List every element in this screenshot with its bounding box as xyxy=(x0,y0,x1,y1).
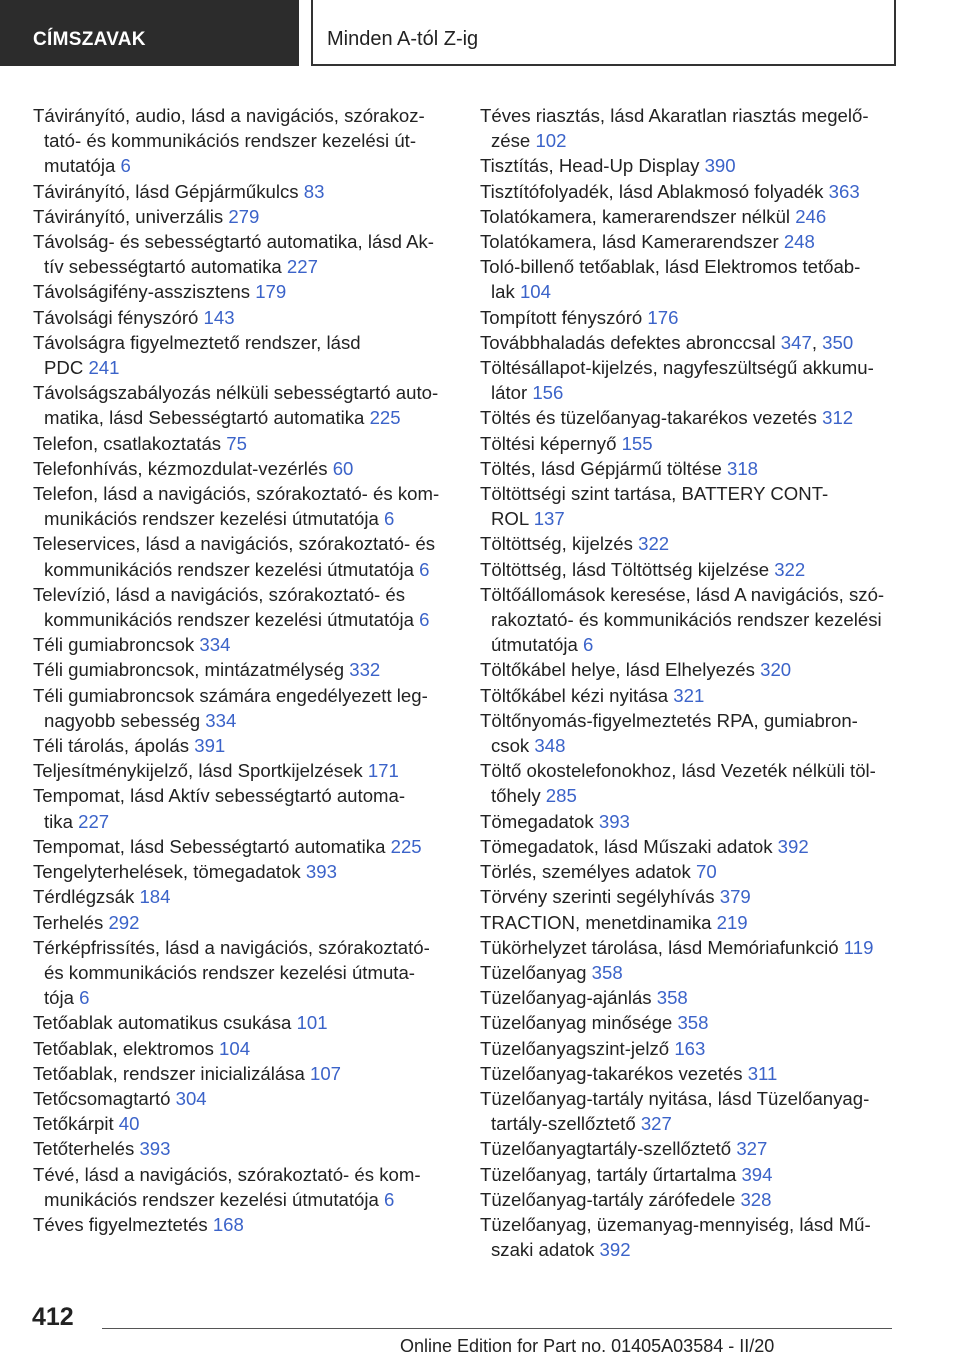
index-entry xyxy=(480,1162,900,1187)
index-entry xyxy=(480,1136,900,1161)
page-link[interactable]: 393 xyxy=(139,1138,171,1160)
index-entry xyxy=(33,657,453,682)
index-entry-text: Tüzelőanyag-ajánlás xyxy=(480,987,657,1009)
index-entry-text: Töltőállomások keresése, lásd A navigációs, szó- xyxy=(480,583,885,605)
index-entry-text: PDC xyxy=(44,357,89,379)
index-entry xyxy=(480,153,900,178)
page-link[interactable]: 6 xyxy=(583,634,594,656)
index-entry-text: Tempomat, lásd Aktív sebességtartó automa- xyxy=(33,785,406,807)
page-link[interactable]: 322 xyxy=(774,558,806,580)
page-link[interactable]: 390 xyxy=(704,155,736,177)
index-entry-text: Tüzelőanyag minősége xyxy=(480,1012,678,1034)
page-link[interactable]: 327 xyxy=(640,1113,672,1135)
index-entry-text: Tévé, lásd a navigációs, szórakoztató- és kom- xyxy=(33,1163,421,1185)
index-entry xyxy=(33,431,453,456)
index-entry xyxy=(33,582,453,632)
index-entry-text: Törlés, személyes adatok xyxy=(480,861,696,883)
edition-footer: Online Edition for Part no. 01405A03584 - II/20 xyxy=(400,1336,775,1356)
index-entry-text: Töltés, lásd Gépjármű töltése xyxy=(480,457,727,479)
page-link[interactable]: 60 xyxy=(332,457,354,479)
index-entry xyxy=(33,179,453,204)
index-entry-text: csok xyxy=(491,735,535,757)
index-entry xyxy=(33,1212,453,1237)
page-link[interactable]: 225 xyxy=(390,835,422,857)
page-link[interactable]: 155 xyxy=(621,432,653,454)
page-link[interactable]: 393 xyxy=(598,810,630,832)
page-link[interactable]: 225 xyxy=(369,407,401,429)
index-entry xyxy=(480,254,900,304)
page-link[interactable]: 6 xyxy=(384,1188,395,1210)
index-entry-text: Tetőablak, rendszer inicializálása xyxy=(33,1062,310,1084)
index-entry xyxy=(480,935,900,960)
index-entry-text: Távolság- és sebességtartó automatika, lásd Ak- xyxy=(33,231,434,253)
index-entry-text: Töltőkábel kézi nyitása xyxy=(480,684,674,706)
index-entry-text: tartály-szellőztető xyxy=(491,1113,641,1135)
page-link[interactable]: 285 xyxy=(545,785,577,807)
page-link[interactable]: 391 xyxy=(194,735,226,757)
page-link[interactable]: 107 xyxy=(309,1062,342,1084)
index-entry xyxy=(33,1136,453,1161)
index-entry-text: munikációs rendszer kezelési útmutatója xyxy=(44,1188,385,1210)
page-link[interactable]: 318 xyxy=(727,457,759,479)
index-entry-text: Távolságszabályozás nélküli sebességtartó auto- xyxy=(33,382,439,404)
index-entry-text: Toló-billenő tetőablak, lásd Elektromos tetőab- xyxy=(480,256,861,278)
index-entry-text: Tetőkárpit xyxy=(33,1113,119,1135)
index-entry xyxy=(480,103,900,153)
index-entry-text: Tetőablak, elektromos xyxy=(33,1037,220,1059)
subsection-tab-label: Minden A-tól Z-ig xyxy=(327,28,479,50)
index-entry-text: lak xyxy=(491,281,520,303)
index-entry xyxy=(480,985,900,1010)
index-entry-text: Tüzelőanyag xyxy=(480,961,592,983)
index-entry-text: Teleservices, lásd a navigációs, szórakoztató- és xyxy=(33,533,436,555)
page-link[interactable]: 304 xyxy=(175,1087,207,1109)
index-entry xyxy=(480,531,900,556)
page-link[interactable]: 327 xyxy=(736,1138,768,1160)
index-entry-text: Tompított fényszóró xyxy=(480,306,648,328)
index-entry xyxy=(33,103,453,179)
index-entry-text: Távolságifény-asszisztens xyxy=(33,281,256,303)
page-link[interactable]: 334 xyxy=(205,709,237,731)
index-entry-text: Tüzelőanyag-tartály nyitása, lásd Tüzelőanyag- xyxy=(480,1087,870,1109)
index-entry-text: Törvény szerinti segélyhívás xyxy=(480,886,720,908)
index-entry-text: Tüzelőanyag, tartály űrtartalma xyxy=(480,1163,742,1185)
index-entry-text: tató- és kommunikációs rendszer kezelési út- xyxy=(44,130,417,152)
index-entry xyxy=(480,1187,900,1212)
index-entry-text: Tempomat, lásd Sebességtartó automatika xyxy=(33,835,391,857)
index-entry-text: Tetőterhelés xyxy=(33,1138,140,1160)
page-link[interactable]: 321 xyxy=(673,684,705,706)
index-entry-text: zése xyxy=(491,130,536,152)
page-link[interactable]: 168 xyxy=(212,1213,244,1235)
index-entry-text: Tömegadatok xyxy=(480,810,599,832)
index-entry-text: Telefon, lásd a navigációs, szórakoztató- és kom- xyxy=(33,483,440,505)
index-entry-text: Tetőablak automatikus csukása xyxy=(33,1012,297,1034)
index-entry-text: Töltöttség, kijelzés xyxy=(480,533,639,555)
index-entry xyxy=(33,733,453,758)
index-entry xyxy=(33,859,453,884)
index-entry xyxy=(33,1162,453,1212)
index-entry xyxy=(480,683,900,708)
index-entry-text: Téves riasztás, lásd Akaratlan riasztás megelő- xyxy=(480,105,869,126)
index-entry xyxy=(33,279,453,304)
index-entry-text: Térdlégzsák xyxy=(33,886,140,908)
index-entry-text: és kommunikációs rendszer kezelési útmuta- xyxy=(44,961,415,983)
index-entry-text: útmutatója xyxy=(491,634,583,656)
index-entry xyxy=(480,884,900,909)
page-link[interactable]: 176 xyxy=(647,306,679,328)
index-entry-text: Tömegadatok, lásd Műszaki adatok xyxy=(480,835,778,857)
index-entry-text: Tükörhelyzet tárolása, lásd Memóriafunkció xyxy=(480,936,844,958)
page-link[interactable]: 156 xyxy=(532,382,564,404)
index-entry xyxy=(33,531,453,581)
index-entry xyxy=(480,708,900,758)
index-entry xyxy=(480,1212,900,1262)
index-entry xyxy=(33,783,453,833)
page-link[interactable]: 328 xyxy=(740,1188,772,1210)
page-link[interactable]: 6 xyxy=(79,987,90,1009)
index-entry-text: Teljesítménykijelző, lásd Sportkijelzések xyxy=(33,760,368,782)
page-link[interactable]: 248 xyxy=(783,231,815,253)
page-link[interactable]: 334 xyxy=(199,634,231,656)
index-entry xyxy=(33,481,453,531)
index-entry-text: szaki adatok xyxy=(491,1239,600,1261)
index-entry xyxy=(33,758,453,783)
page-link[interactable]: 292 xyxy=(108,911,140,933)
page-link[interactable]: 171 xyxy=(367,760,399,782)
index-entry-text: Telefon, csatlakoztatás xyxy=(33,432,227,454)
index-entry xyxy=(480,557,900,582)
index-column-right xyxy=(480,103,900,1262)
index-entry-text: Térképfrissítés, lásd a navigációs, szórakoztató- xyxy=(33,936,430,958)
index-entry-text: Távolságra figyelmeztető rendszer, lásd xyxy=(33,331,361,353)
index-entry-text: Továbbhaladás defektes abronccsal xyxy=(480,331,781,353)
index-entry xyxy=(33,1086,453,1111)
index-entry-text: látor xyxy=(491,382,533,404)
page-link[interactable]: 379 xyxy=(719,886,751,908)
page-link[interactable]: 83 xyxy=(303,180,325,202)
index-entry-text: Tüzelőanyag-takarékos vezetés xyxy=(480,1062,748,1084)
index-entry-text: Töltöttség, lásd Töltöttség kijelzése xyxy=(480,558,775,580)
index-entry xyxy=(480,859,900,884)
page-link[interactable]: 6 xyxy=(419,609,430,631)
index-entry-text: tika xyxy=(44,810,79,832)
index-entry-text: Tüzelőanyagtartály-szellőztető xyxy=(480,1138,737,1160)
index-entry-text: Tüzelőanyagszint-jelző xyxy=(480,1037,675,1059)
page-link[interactable]: 184 xyxy=(139,886,171,908)
page-link[interactable]: 350 xyxy=(822,331,854,353)
footer-divider xyxy=(102,1328,892,1329)
index-entry xyxy=(33,1036,453,1061)
subsection-tab[interactable] xyxy=(311,0,896,66)
page-link[interactable]: 363 xyxy=(828,180,860,202)
index-entry xyxy=(33,632,453,657)
page-link[interactable]: 227 xyxy=(78,810,110,832)
index-entry xyxy=(480,960,900,985)
index-entry xyxy=(480,758,900,808)
page-link[interactable]: 332 xyxy=(349,659,381,681)
page-link[interactable]: 70 xyxy=(695,861,717,883)
index-entry-text: Téli gumiabroncsok xyxy=(33,634,200,656)
index-entry-text: kommunikációs rendszer kezelési útmutatója xyxy=(44,609,420,631)
page-link[interactable]: 322 xyxy=(638,533,670,555)
page-link[interactable]: 241 xyxy=(88,357,120,379)
page-link[interactable]: 104 xyxy=(219,1037,251,1059)
page-link[interactable]: 163 xyxy=(674,1037,706,1059)
index-entry xyxy=(480,481,900,531)
index-entry xyxy=(480,405,900,430)
page-link[interactable]: 312 xyxy=(822,407,854,429)
page-link[interactable]: 392 xyxy=(599,1239,631,1261)
index-entry-text: Téves figyelmeztetés xyxy=(33,1213,213,1235)
index-entry-text: Tetőcsomagtartó xyxy=(33,1087,176,1109)
index-entry-text: Töltésállapot-kijelzés, nagyfeszültségű akkumu- xyxy=(480,357,874,379)
page-link[interactable]: 6 xyxy=(384,508,395,530)
page-link[interactable]: 219 xyxy=(716,911,748,933)
index-entry-text: tív sebességtartó automatika xyxy=(44,256,287,278)
page-link[interactable]: 119 xyxy=(843,936,874,958)
index-entry-text: Téli tárolás, ápolás xyxy=(33,735,195,757)
index-entry-text: Téli gumiabroncsok, mintázatmélység xyxy=(33,659,350,681)
index-entry xyxy=(480,456,900,481)
index-entry-text: Töltési képernyő xyxy=(480,432,622,454)
index-entry-text: TRACTION, menetdinamika xyxy=(480,911,717,933)
page-link[interactable]: 392 xyxy=(777,835,809,857)
index-entry xyxy=(33,935,453,1011)
page-link[interactable]: 179 xyxy=(255,281,287,303)
page-link[interactable]: 227 xyxy=(286,256,318,278)
page-link[interactable]: 320 xyxy=(760,659,792,681)
index-entry xyxy=(480,1061,900,1086)
page-header xyxy=(0,0,960,66)
page-link[interactable]: 104 xyxy=(519,281,551,303)
index-entry-text: Távirányító, audio, lásd a navigációs, szórakoz- xyxy=(33,105,425,126)
index-entry-text: Töltő okostelefonokhoz, lásd Vezeték nélküli töl- xyxy=(480,760,876,782)
index-entry-text: Töltöttségi szint tartása, BATTERY CONT- xyxy=(480,483,829,505)
index-entry-text: Tolatókamera, kamerarendszer nélkül xyxy=(480,205,796,227)
index-entry xyxy=(480,305,900,330)
index-entry xyxy=(480,229,900,254)
index-entry-text: tőhely xyxy=(491,785,546,807)
index-entry-text: Töltőkábel helye, lásd Elhelyezés xyxy=(480,659,761,681)
page-link[interactable]: 347 xyxy=(780,331,812,353)
section-tab[interactable] xyxy=(0,0,299,66)
page-link[interactable]: 358 xyxy=(677,1012,709,1034)
index-entry xyxy=(33,330,453,380)
index-entry-text: Tüzelőanyag-tartály zárófedele xyxy=(480,1188,741,1210)
page-link[interactable]: 75 xyxy=(226,432,247,454)
index-entry xyxy=(33,229,453,279)
page-link[interactable]: 279 xyxy=(228,205,260,227)
index-entry-text: rakoztató- és kommunikációs rendszer kezelési xyxy=(491,609,882,631)
index-entry xyxy=(33,884,453,909)
index-entry-text: Tüzelőanyag, üzemanyag-mennyiség, lásd Mű- xyxy=(480,1213,871,1235)
index-entry-text: Televízió, lásd a navigációs, szórakoztató- és xyxy=(33,583,406,605)
index-entry-text: ROL xyxy=(491,508,534,530)
index-entry-text: Telefonhívás, kézmozdulat-vezérlés xyxy=(33,457,333,479)
page-number: 412 xyxy=(32,1303,74,1331)
index-entry xyxy=(480,809,900,834)
index-entry xyxy=(480,1086,900,1136)
index-entry xyxy=(33,910,453,935)
index-entry xyxy=(33,204,453,229)
index-entry-text: Távirányító, lásd Gépjárműkulcs xyxy=(33,180,304,202)
index-entry-text: Terhelés xyxy=(33,911,109,933)
index-entry-text: Téli gumiabroncsok számára engedélyezett leg- xyxy=(33,684,428,706)
index-entry-text: tója xyxy=(44,987,80,1009)
index-entry-text: Tengelyterhelések, tömegadatok xyxy=(33,861,306,883)
index-entry-text: Töltőnyomás-figyelmeztetés RPA, gumiabron- xyxy=(480,709,858,731)
page-link[interactable]: 246 xyxy=(795,205,827,227)
index-entry-text: Tolatókamera, lásd Kamerarendszer xyxy=(480,231,784,253)
page-link[interactable]: 6 xyxy=(419,558,430,580)
index-entry-text: mutatója xyxy=(44,155,121,177)
index-entry xyxy=(480,1010,900,1035)
index-entry xyxy=(33,305,453,330)
index-entry xyxy=(33,1111,453,1136)
page-link[interactable]: 348 xyxy=(534,735,566,757)
page-link[interactable]: 311 xyxy=(747,1062,778,1084)
index-entry xyxy=(480,431,900,456)
page-link[interactable]: 6 xyxy=(120,155,131,177)
page-link[interactable]: 358 xyxy=(591,961,623,983)
index-entry-text: Távirányító, univerzális xyxy=(33,205,229,227)
page-link[interactable]: 358 xyxy=(656,987,688,1009)
index-entry-text: nagyobb sebesség xyxy=(44,709,206,731)
page-link[interactable]: 394 xyxy=(741,1163,773,1185)
page-link[interactable]: 393 xyxy=(305,861,337,883)
index-entry xyxy=(480,204,900,229)
index-entry-text: Távolsági fényszóró xyxy=(33,306,204,328)
index-entry xyxy=(480,582,900,658)
page-link[interactable]: 137 xyxy=(533,508,565,530)
index-entry-text: kommunikációs rendszer kezelési útmutatója xyxy=(44,558,420,580)
index-entry xyxy=(33,1061,453,1086)
index-entry xyxy=(480,355,900,405)
index-entry xyxy=(33,683,453,733)
index-entry-text: Tisztítás, Head-Up Display xyxy=(480,155,705,177)
page-link[interactable]: 40 xyxy=(118,1113,140,1135)
index-entry-text: munikációs rendszer kezelési útmutatója xyxy=(44,508,385,530)
section-tab-label: CÍMSZAVAK xyxy=(33,29,146,50)
index-entry xyxy=(480,657,900,682)
index-entry xyxy=(33,456,453,481)
index-entry: Továbbhaladás defektes abronccsal 347, 350 xyxy=(480,331,854,353)
index-entry xyxy=(33,1010,453,1035)
index-entry xyxy=(33,834,453,859)
index-entry-text: matika, lásd Sebességtartó automatika xyxy=(44,407,370,429)
index-entry xyxy=(480,179,900,204)
page-link[interactable]: 102 xyxy=(535,130,567,152)
index-entry-text: Töltés és tüzelőanyag-takarékos vezetés xyxy=(480,407,823,429)
index-entry xyxy=(480,1036,900,1061)
index-entry xyxy=(33,380,453,430)
index-column-left xyxy=(33,103,453,1237)
index-entry xyxy=(480,834,900,859)
index-entry-text: Tisztítófolyadék, lásd Ablakmosó folyadék xyxy=(480,180,829,202)
index-entry xyxy=(480,910,900,935)
page-link[interactable]: 101 xyxy=(296,1012,328,1034)
page-link[interactable]: 143 xyxy=(203,306,235,328)
